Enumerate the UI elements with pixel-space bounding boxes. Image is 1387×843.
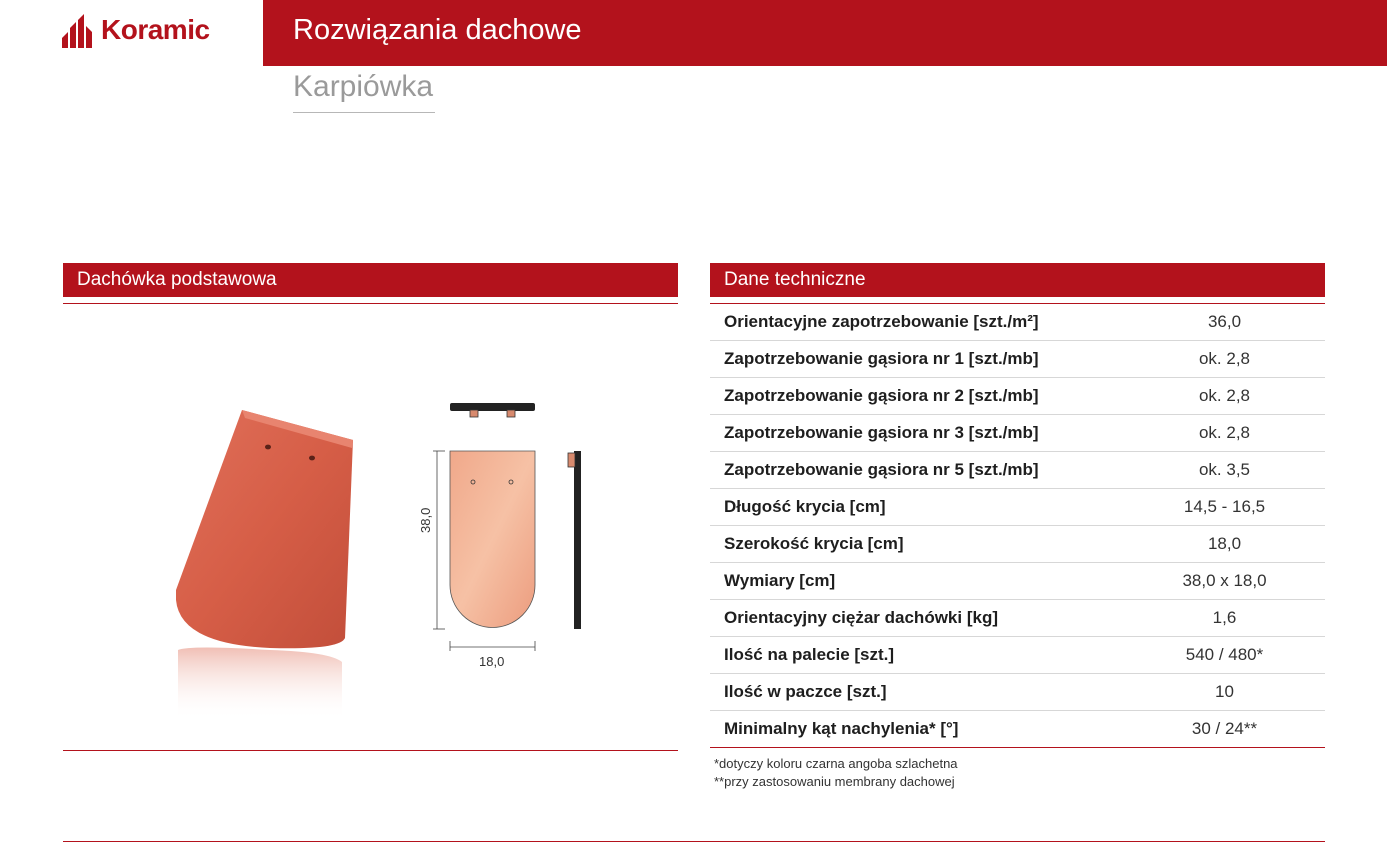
section-header-basic-tile <box>63 263 678 297</box>
row-value: 38,0 x 18,0 <box>1124 563 1325 600</box>
row-label: Długość krycia [cm] <box>710 489 1124 526</box>
tech-data-table <box>710 304 1325 748</box>
row-value: ok. 2,8 <box>1124 341 1325 378</box>
divider <box>63 750 678 751</box>
row-value: 10 <box>1124 674 1325 711</box>
row-value: ok. 2,8 <box>1124 415 1325 452</box>
product-name: Karpiówka <box>293 70 434 103</box>
table-row <box>710 563 1325 600</box>
row-label: Orientacyjne zapotrzebowanie [szt./m²] <box>710 304 1124 341</box>
row-value: ok. 2,8 <box>1124 378 1325 415</box>
row-label: Zapotrzebowanie gąsiora nr 1 [szt./mb] <box>710 341 1124 378</box>
logo-wordmark: Koramic <box>101 14 210 45</box>
height-dimension-label: 38,0 <box>418 507 433 533</box>
footnote: **przy zastosowaniu membrany dachowej <box>714 774 955 789</box>
table-row <box>710 304 1325 341</box>
row-label: Ilość na palecie [szt.] <box>710 637 1124 674</box>
page-bottom-divider <box>63 841 1325 842</box>
table-row <box>710 415 1325 452</box>
table-row <box>710 452 1325 489</box>
width-dimension-label: 18,0 <box>479 654 505 669</box>
section-title: Dane techniczne <box>724 269 866 290</box>
table-row <box>710 637 1325 674</box>
row-label: Ilość w paczce [szt.] <box>710 674 1124 711</box>
table-row <box>710 489 1325 526</box>
roof-tile-photo <box>170 400 370 720</box>
section-title: Dachówka podstawowa <box>77 269 277 290</box>
logo <box>0 0 263 66</box>
row-value: 36,0 <box>1124 304 1325 341</box>
row-value: ok. 3,5 <box>1124 452 1325 489</box>
table-row <box>710 600 1325 637</box>
section-header-tech-data <box>710 263 1325 297</box>
product-name-underline <box>293 112 435 113</box>
table-row <box>710 378 1325 415</box>
header-bar <box>263 0 1387 66</box>
row-value: 540 / 480* <box>1124 637 1325 674</box>
row-label: Zapotrzebowanie gąsiora nr 5 [szt./mb] <box>710 452 1124 489</box>
footnote: *dotyczy koloru czarna angoba szlachetna <box>714 756 958 771</box>
table-row <box>710 341 1325 378</box>
row-label: Zapotrzebowanie gąsiora nr 2 [szt./mb] <box>710 378 1124 415</box>
divider <box>63 303 678 304</box>
row-label: Orientacyjny ciężar dachówki [kg] <box>710 600 1124 637</box>
row-value: 18,0 <box>1124 526 1325 563</box>
row-label: Zapotrzebowanie gąsiora nr 3 [szt./mb] <box>710 415 1124 452</box>
tile-technical-drawing <box>415 395 615 675</box>
row-label: Minimalny kąt nachylenia* [°] <box>710 711 1124 748</box>
row-label: Wymiary [cm] <box>710 563 1124 600</box>
page-title: Rozwiązania dachowe <box>293 14 582 46</box>
table-row <box>710 526 1325 563</box>
row-label: Szerokość krycia [cm] <box>710 526 1124 563</box>
table-row <box>710 674 1325 711</box>
row-value: 14,5 - 16,5 <box>1124 489 1325 526</box>
row-value: 30 / 24** <box>1124 711 1325 748</box>
table-row <box>710 711 1325 748</box>
row-value: 1,6 <box>1124 600 1325 637</box>
koramic-logo-icon <box>62 12 96 48</box>
